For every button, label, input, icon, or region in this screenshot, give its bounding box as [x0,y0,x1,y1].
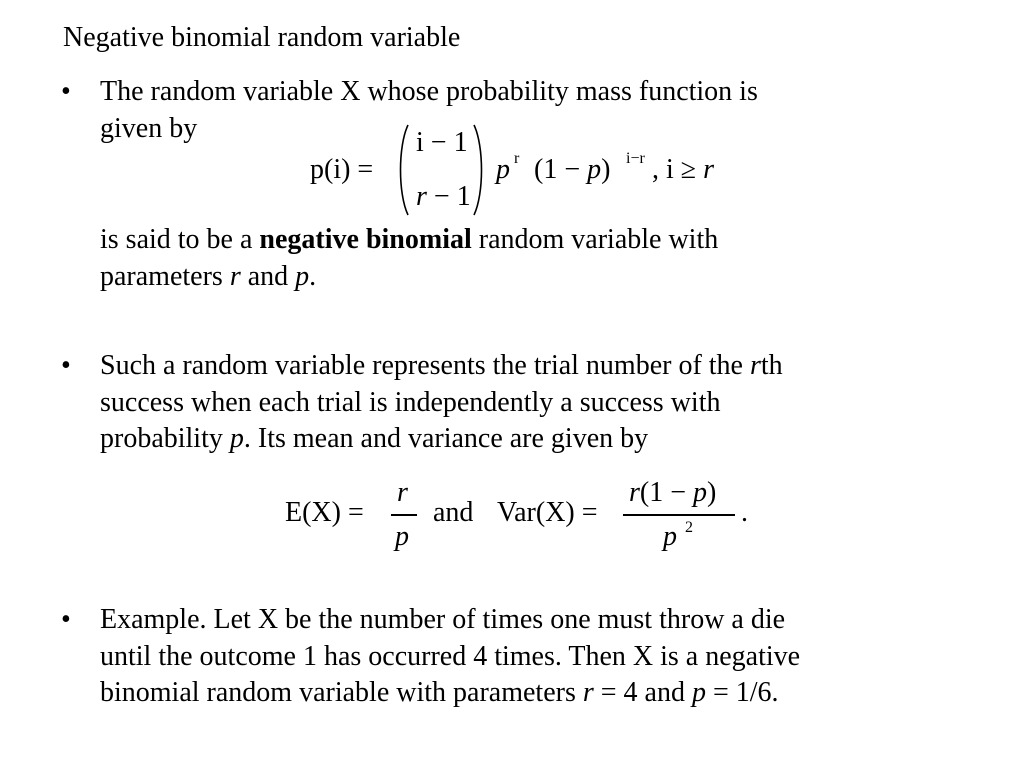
bullet-2-line-2: success when each trial is independently a success with [100,386,721,418]
pmf-condition: , i ≥ r [652,154,715,185]
variance-den-exponent: 2 [685,519,693,536]
pmf-p-exponent: r [514,150,520,167]
bullet-2-line-3: probability p. Its mean and variance are given by [100,423,649,454]
mean-numerator: r [397,477,408,508]
moments-formula [285,476,765,560]
bullet-1-continuation [100,222,980,295]
bullet-1-line-1: The random variable X whose probability mass function is [100,76,758,107]
binom-top: i − 1 [416,127,468,158]
variance-fraction-bar [623,514,735,516]
bullet-3 [100,602,980,712]
mean-denominator: p [395,521,409,552]
bullet-2-line-1: Such a random variable represents the trial number of the rth [100,350,783,381]
bullet-3-line-2: until the outcome 1 has occurred 4 times. Then X is a negative [100,640,801,672]
pmf-one-minus-p: (1 − p) [534,154,611,185]
negative-binomial-term: negative binomial [259,224,472,255]
pmf-lhs: p(i) = [310,154,374,185]
bullet-1-line-3: is said to be a negative binomial random variable with [100,224,719,255]
bullet-3-dot: • [61,604,71,635]
bullet-3-line-1: Example. Let X be the number of times one must throw a die [100,604,786,635]
pmf-formula [310,122,750,218]
mean-lhs: E(X) = [285,497,364,528]
variance-lhs: Var(X) = [497,497,598,528]
bullet-1-dot: • [61,76,71,107]
variance-numerator: r(1 − p) [629,477,717,508]
left-paren-icon [396,124,410,216]
bullet-3-line-3: binomial random variable with parameters r = 4 and p = 1/6. [100,677,779,708]
binom-bottom: r − 1 [416,181,471,212]
formula-period: . [741,497,748,528]
bullet-1-line-4: parameters r and p. [100,260,317,292]
right-paren-icon [472,124,486,216]
mean-fraction-bar [391,514,417,516]
slide-title: Negative binomial random variable [63,22,461,53]
pmf-second-exponent: i−r [626,150,645,167]
bullet-2 [100,348,980,458]
variance-denominator: p [663,521,677,552]
pmf-p: p [496,154,510,185]
and-text: and [433,497,474,528]
bullet-2-dot: • [61,350,71,381]
bullet-1-line-2: given by [100,112,198,144]
